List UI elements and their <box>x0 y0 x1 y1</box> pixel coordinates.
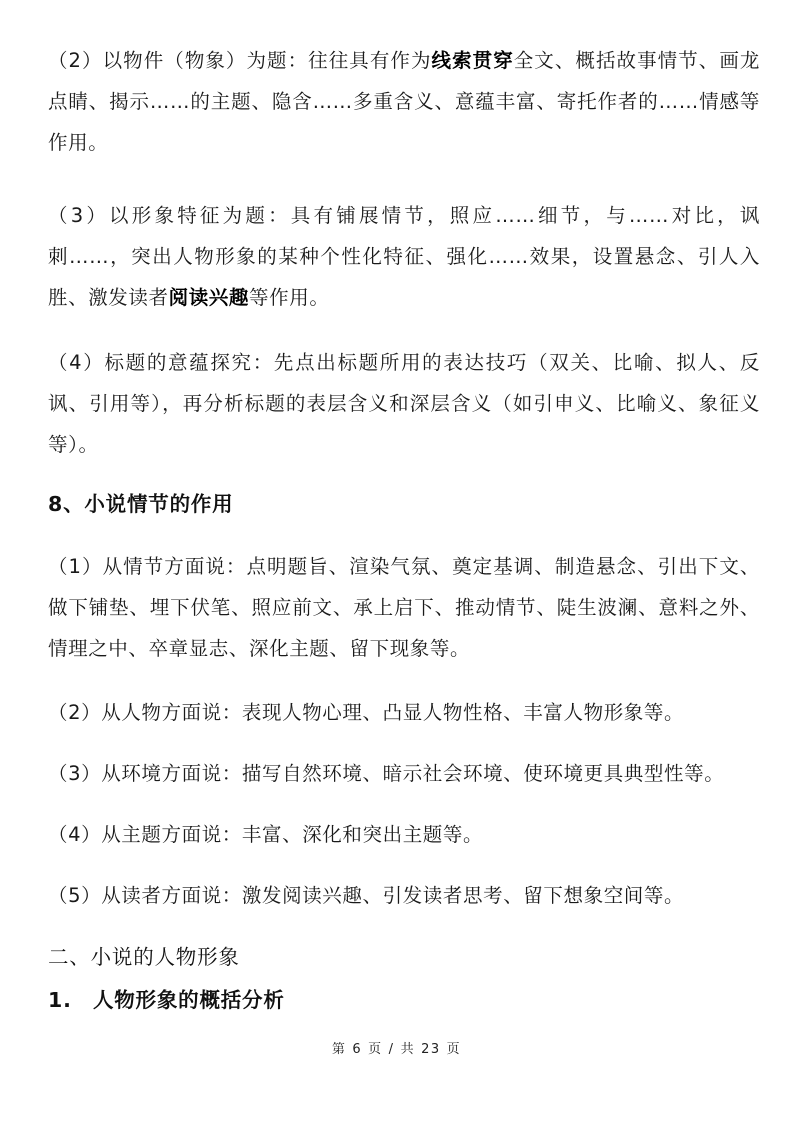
list-item-environment-aspect: （3）从环境方面说：描写自然环境、暗示社会环境、使环境更具典型性等。 <box>48 762 725 785</box>
page-number-footer <box>0 1038 793 1057</box>
list-item-reader-aspect: （5）从读者方面说：激发阅读兴趣、引发读者思考、留下想象空间等。 <box>48 884 685 907</box>
paragraph-text: 等作用。 <box>249 286 330 309</box>
bold-emphasis: 线索贯穿 <box>431 49 514 72</box>
total-page-count: 23 <box>421 1042 441 1057</box>
footer-text: 页 <box>446 1042 462 1057</box>
paragraph-text: （3）以形象特征为题：具有铺展情节，照应……细节，与……对比，讽刺……，突出人物形象的某种个性化特征、强化……效果，设置悬念、引人入胜、激发读者 <box>48 204 760 309</box>
paragraph-text: 全文、概括故事情节、画龙点睛、揭示……的主题、隐含……多重含义、意蕴丰富、寄托作者的……情感等作用。 <box>48 49 760 154</box>
footer-text: 共 <box>400 1042 416 1057</box>
paragraph-text: （2）以物件（物象）为题：往往具有作为 <box>48 49 432 72</box>
bold-emphasis: 阅读兴趣 <box>168 286 250 309</box>
paragraph-object-title <box>48 40 760 163</box>
section-heading-plot-function: 8、小说情节的作用 <box>48 492 234 516</box>
paragraph-image-feature-title <box>48 195 760 318</box>
part-heading-characters: 二、小说的人物形象 <box>48 945 240 969</box>
footer-text: 页 <box>368 1042 383 1057</box>
list-item-character-aspect: （2）从人物方面说：表现人物心理、凸显人物性格、丰富人物形象等。 <box>48 701 685 724</box>
footer-separator: / <box>388 1042 395 1057</box>
list-item-theme-aspect: （4）从主题方面说：丰富、深化和突出主题等。 <box>48 823 484 846</box>
paragraph-title-meaning: （4）标题的意蕴探究：先点出标题所用的表达技巧（双关、比喻、拟人、反讽、引用等），再分析标题的表层含义和深层含义（如引申义、比喻义、象征义等）。 <box>48 351 760 456</box>
subheading-character-analysis: 1. 人物形象的概括分析 <box>48 988 285 1012</box>
footer-text: 第 <box>331 1042 347 1057</box>
list-item-plot-aspect: （1）从情节方面说：点明题旨、渲染气氛、奠定基调、制造悬念、引出下文、做下铺垫、埋下伏笔、照应前文、承上启下、推动情节、陡生波澜、意料之外、情理之中、卒章显志、深化主题、留下现象等。 <box>48 555 760 660</box>
current-page-number: 6 <box>352 1042 363 1057</box>
